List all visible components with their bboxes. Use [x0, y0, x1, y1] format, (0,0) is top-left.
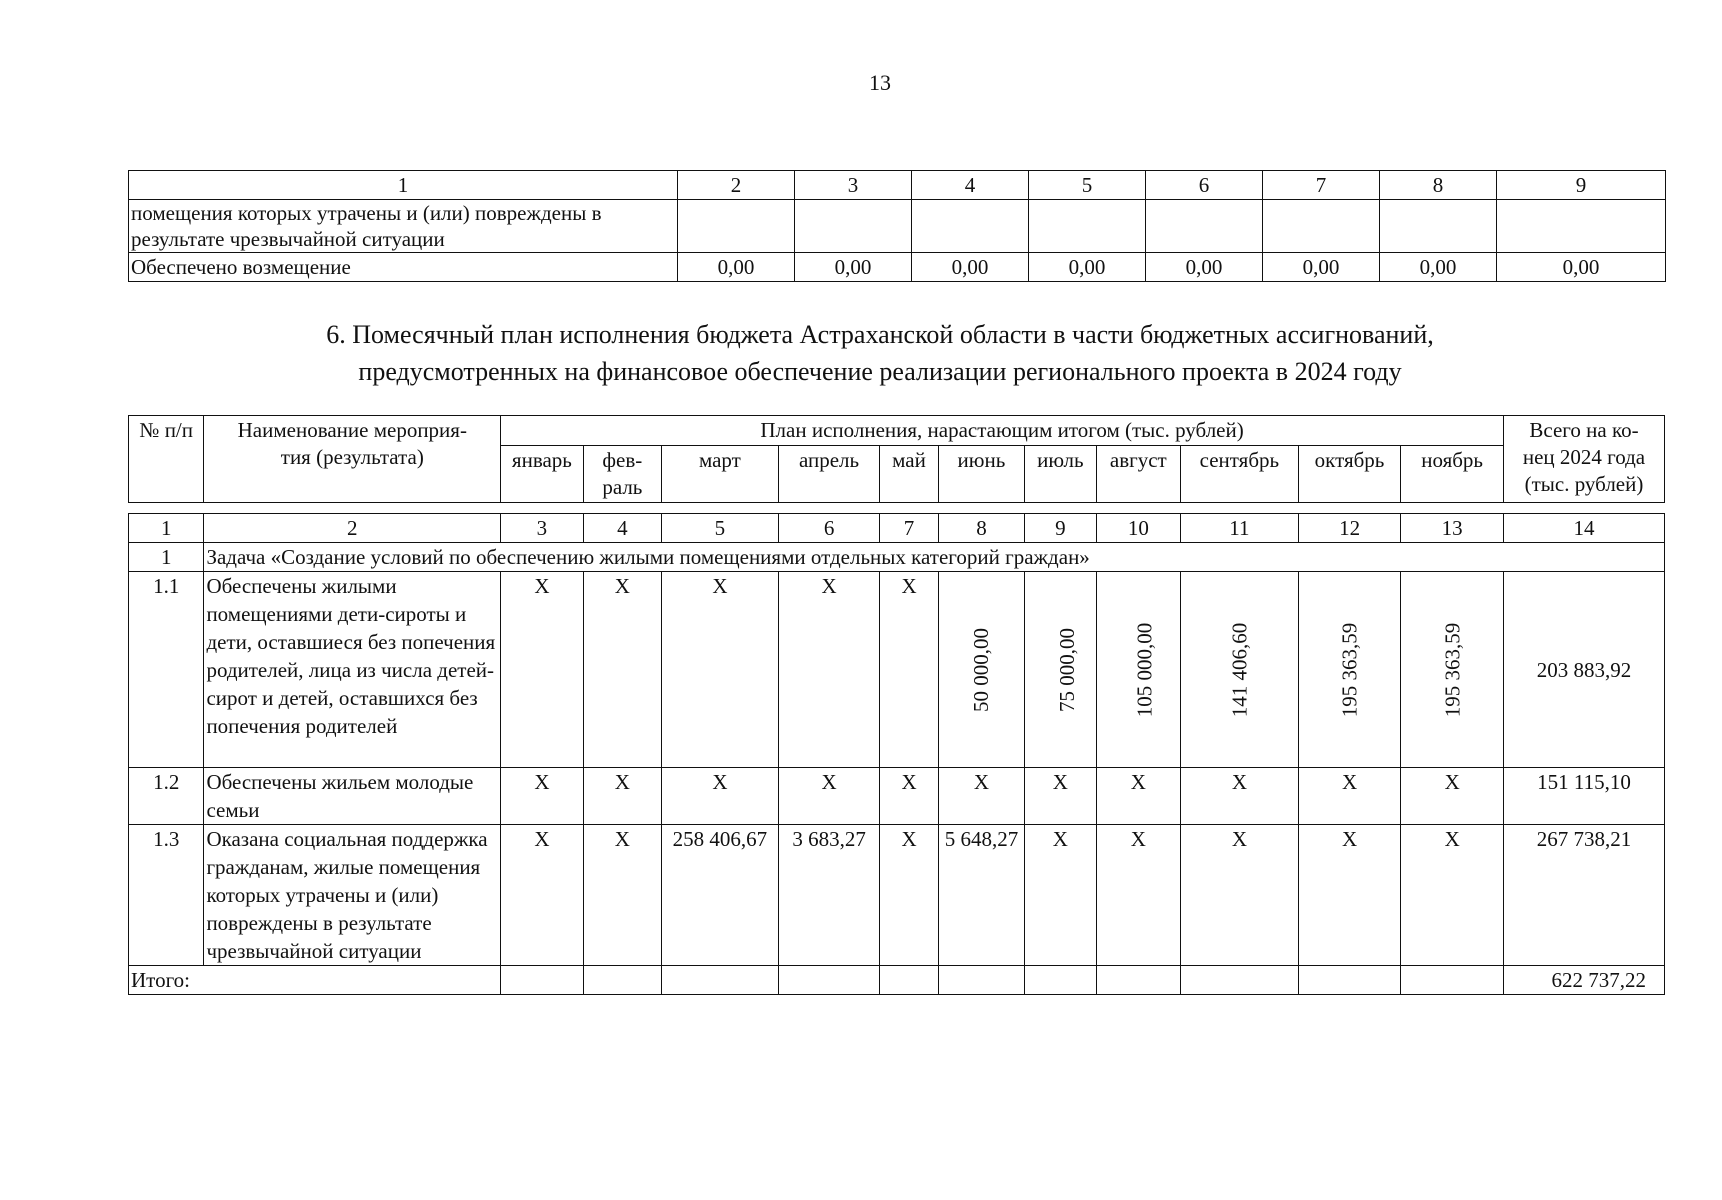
task-label: Задача «Создание условий по обеспечению жилыми помещениями отдельных категорий граждан»	[204, 543, 1665, 572]
col-number: 3	[795, 171, 912, 200]
month-cell: X	[880, 768, 938, 825]
itogo-total: 622 737,22	[1503, 966, 1664, 995]
month-cell: 258 406,67	[662, 825, 779, 966]
month-cell: X	[1401, 768, 1504, 825]
month-cell: X	[1181, 768, 1299, 825]
month-cell: X	[778, 572, 880, 768]
row-num: 1.2	[129, 768, 204, 825]
col-number: 9	[1497, 171, 1666, 200]
total-cell: 267 738,21	[1503, 825, 1664, 966]
value-cell	[1497, 200, 1666, 253]
table-row	[129, 253, 1666, 282]
header-row	[129, 416, 1665, 446]
section-title-line: 6. Помесячный план исполнения бюджета Астраханской области в части бюджетных ассигнований,	[326, 320, 1434, 349]
header-total-line: нец 2024 года	[1522, 445, 1646, 469]
page-number: 13	[869, 70, 891, 95]
value-cell: 0,00	[678, 253, 795, 282]
header-name	[204, 416, 501, 503]
month-cell: X	[1181, 825, 1299, 966]
value-cell: 0,00	[1380, 253, 1497, 282]
value-cell: 0,00	[1497, 253, 1666, 282]
value-cell	[1380, 200, 1497, 253]
row-label: помещения которых утрачены и (или) повреждены в результате чрезвычайной ситуации	[129, 200, 678, 253]
empty-cell	[1181, 966, 1299, 995]
budget-plan-table	[128, 513, 1665, 995]
header-name-line: тия (результата)	[280, 445, 424, 469]
value-cell: 0,00	[1263, 253, 1380, 282]
month-header: июнь	[938, 446, 1025, 503]
month-header: октябрь	[1298, 446, 1401, 503]
empty-cell	[1025, 966, 1096, 995]
empty-cell	[938, 966, 1025, 995]
month-cell: X	[583, 825, 661, 966]
col-number: 8	[1380, 171, 1497, 200]
month-cell: X	[1298, 825, 1401, 966]
month-header: март	[662, 446, 779, 503]
col-number: 1	[129, 171, 678, 200]
table-row	[129, 572, 1665, 768]
empty-cell	[880, 966, 938, 995]
month-cell: X	[662, 768, 779, 825]
header-name-line: Наименование мероприя-	[237, 418, 467, 442]
month-cell: 105 000,00	[1096, 572, 1180, 768]
value-cell	[1146, 200, 1263, 253]
task-row	[129, 543, 1665, 572]
col-number: 6	[778, 514, 880, 543]
col-number: 2	[204, 514, 501, 543]
row-label: Обеспечены жильем молодые семьи	[204, 768, 501, 825]
month-header: ноябрь	[1401, 446, 1504, 503]
empty-cell	[1096, 966, 1180, 995]
col-number: 7	[880, 514, 938, 543]
month-header: фев-раль	[583, 446, 661, 503]
month-cell: X	[1096, 825, 1180, 966]
budget-plan-header	[128, 415, 1665, 503]
month-cell: X	[880, 572, 938, 768]
col-number: 5	[662, 514, 779, 543]
itogo-label: Итого:	[129, 966, 501, 995]
month-cell: X	[1025, 768, 1096, 825]
value-cell	[1029, 200, 1146, 253]
month-cell: 3 683,27	[778, 825, 880, 966]
value-cell	[795, 200, 912, 253]
month-cell: X	[662, 572, 779, 768]
month-header: июль	[1025, 446, 1096, 503]
month-cell: X	[501, 572, 583, 768]
column-number-row	[129, 514, 1665, 543]
table-row	[129, 200, 1666, 253]
task-num: 1	[129, 543, 204, 572]
month-cell: X	[778, 768, 880, 825]
col-number: 14	[1503, 514, 1664, 543]
section-title	[0, 316, 1722, 390]
value-cell: 0,00	[912, 253, 1029, 282]
month-header: август	[1096, 446, 1180, 503]
month-header: апрель	[778, 446, 880, 503]
month-cell: X	[1025, 825, 1096, 966]
value-cell: 0,00	[1146, 253, 1263, 282]
empty-cell	[778, 966, 880, 995]
value-cell	[678, 200, 795, 253]
empty-cell	[501, 966, 583, 995]
col-number: 4	[912, 171, 1029, 200]
table-row	[129, 825, 1665, 966]
table-row	[129, 768, 1665, 825]
col-number: 1	[129, 514, 204, 543]
col-number: 11	[1181, 514, 1299, 543]
header-num: № п/п	[129, 416, 204, 503]
col-number: 9	[1025, 514, 1096, 543]
section-title-line: предусмотренных на финансовое обеспечение реализации регионального проекта в 2024 году	[358, 357, 1402, 386]
month-cell: 141 406,60	[1181, 572, 1299, 768]
header-total-line: (тыс. рублей)	[1524, 472, 1644, 496]
total-cell: 151 115,10	[1503, 768, 1664, 825]
header-plan: План исполнения, нарастающим итогом (тыс. рублей)	[501, 416, 1504, 446]
empty-cell	[583, 966, 661, 995]
month-header: сентябрь	[1181, 446, 1299, 503]
row-label: Оказана социальная поддержка гражданам, жилые помещения которых утрачены и (или) повреждены в результате чрезвычайной ситуации	[204, 825, 501, 966]
month-header: январь	[501, 446, 583, 503]
month-cell: X	[1401, 825, 1504, 966]
row-num: 1.1	[129, 572, 204, 768]
col-number: 10	[1096, 514, 1180, 543]
month-cell: 195 363,59	[1401, 572, 1504, 768]
col-number: 7	[1263, 171, 1380, 200]
col-number: 6	[1146, 171, 1263, 200]
month-header: май	[880, 446, 938, 503]
col-number: 13	[1401, 514, 1504, 543]
month-cell: X	[1298, 768, 1401, 825]
month-cell: X	[583, 768, 661, 825]
empty-cell	[1298, 966, 1401, 995]
header-total-line: Всего на ко-	[1529, 418, 1639, 442]
header-total	[1503, 416, 1664, 503]
col-number: 2	[678, 171, 795, 200]
empty-cell	[662, 966, 779, 995]
continuation-table	[128, 170, 1666, 282]
month-cell: X	[501, 825, 583, 966]
value-cell: 0,00	[1029, 253, 1146, 282]
row-label: Обеспечены жилыми помещениями дети-сироты и дети, оставшиеся без попечения родителей, лица из числа детей-сирот и детей, оставшихся без попечения родителей	[204, 572, 501, 768]
column-number-row	[129, 171, 1666, 200]
month-cell: X	[880, 825, 938, 966]
month-cell: X	[583, 572, 661, 768]
month-cell: 195 363,59	[1298, 572, 1401, 768]
month-cell: X	[938, 768, 1025, 825]
month-cell: 75 000,00	[1025, 572, 1096, 768]
value-cell	[1263, 200, 1380, 253]
value-cell	[912, 200, 1029, 253]
col-number: 4	[583, 514, 661, 543]
col-number: 5	[1029, 171, 1146, 200]
value-cell: 0,00	[795, 253, 912, 282]
month-cell: 50 000,00	[938, 572, 1025, 768]
month-cell: X	[1096, 768, 1180, 825]
row-num: 1.3	[129, 825, 204, 966]
col-number: 8	[938, 514, 1025, 543]
row-label: Обеспечено возмещение	[129, 253, 678, 282]
itogo-row	[129, 966, 1665, 995]
col-number: 3	[501, 514, 583, 543]
month-cell: X	[501, 768, 583, 825]
month-cell: 5 648,27	[938, 825, 1025, 966]
empty-cell	[1401, 966, 1504, 995]
col-number: 12	[1298, 514, 1401, 543]
total-cell: 203 883,92	[1503, 572, 1664, 768]
